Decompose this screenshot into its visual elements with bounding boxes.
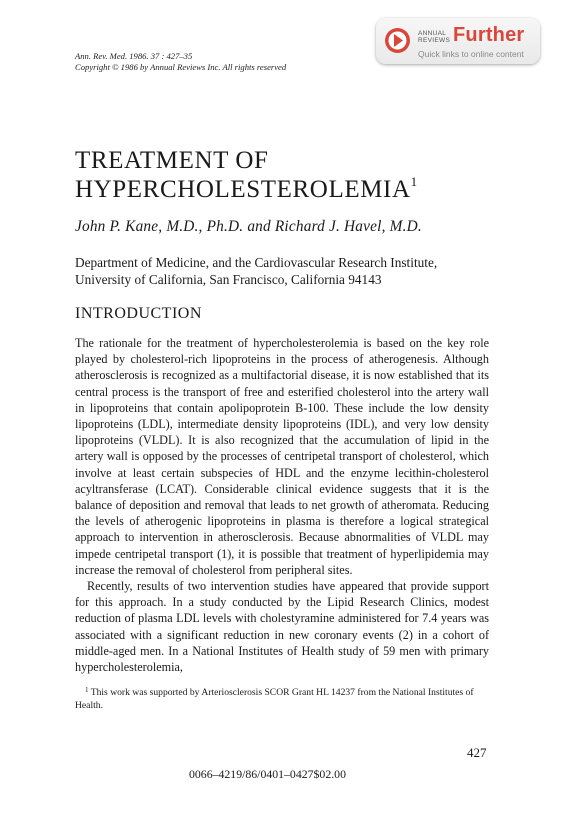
play-arrow-icon — [384, 27, 411, 54]
footnote-text: This work was supported by Arteriosclerosis SCOR Grant HL 14237 from the National Institutes of Health. — [75, 687, 474, 711]
footnote — [75, 686, 489, 712]
annual-reviews-label — [418, 30, 450, 44]
title-line-2: HYPERCHOLESTEROLEMIA — [75, 176, 411, 203]
further-label: Further — [453, 24, 525, 46]
body-paragraph-1: The rationale for the treatment of hypercholesterolemia is based on the key role played by cholesterol-rich lipoproteins in the process of atherogenesis. Although atherosclerosis is recognized as a multifactorial disease, it is now established that its central process is the transport of free and esterified cholesterol into the artery wall in lipoproteins that contain apolipoprotein B-100. These include the low density lipoproteins (LDL), intermediate density lipoproteins (IDL), and very low density lipoproteins (VLDL). It is also recognized that the accumulation of lipid in the artery wall is opposed by the processes of centripetal transport of cholesterol, which involve at least certain subspecies of HDL and the enzyme lecithin-cholesterol acyltransferase (LCAT). Considerable clinical evidence suggests that it is the balance of deposition and removal that leads to net growth of atheromata. Reducing the levels of atherogenic lipoproteins in plasma is therefore a logical strategical approach to intervention in atherosclerosis. Because abnormalities of VLDL may impede centripetal transport (1), it is possible that treatment of hyperlipidemia may increase the removal of cholesterol from peripheral sites. — [75, 336, 489, 577]
affiliation-line-2: University of California, San Francisco, California 94143 — [75, 272, 382, 287]
issn-code: 0066–4219/86/0401–0427$02.00 — [189, 767, 346, 781]
affiliation-line-1: Department of Medicine, and the Cardiovascular Research Institute, — [75, 255, 438, 270]
footnote-mark: 1 — [85, 686, 89, 694]
journal-citation — [75, 51, 286, 73]
title-footnote-mark: 1 — [410, 174, 418, 189]
section-heading-introduction: INTRODUCTION — [75, 305, 202, 322]
article-title — [75, 146, 418, 204]
annual-reviews-further-link[interactable] — [376, 18, 540, 64]
title-line-1: TREATMENT OF — [75, 147, 269, 174]
page-number: 427 — [467, 745, 487, 760]
author-affiliation — [75, 254, 437, 288]
citation-line-2: Copyright © 1986 by Annual Reviews Inc. All rights reserved — [75, 62, 287, 72]
body-paragraph-2: Recently, results of two intervention studies have appeared that provide support for this approach. In a study conducted by the Lipid Research Clinics, modest reduction of plasma LDL levels with cholestyramine administered for 7.4 years was associated with a significant reduction in new coronary events (2) in a cohort of middle-aged men. In a National Institutes of Health study of 59 men with primary hypercholesterolemia, — [75, 579, 489, 675]
citation-line-1: Ann. Rev. Med. 1986. 37 : 427–35 — [75, 51, 193, 61]
article-body — [75, 335, 489, 675]
annual-label: ANNUAL — [418, 30, 447, 37]
further-tagline: Quick links to online content — [418, 49, 524, 59]
article-authors: John P. Kane, M.D., Ph.D. and Richard J. Havel, M.D. — [75, 218, 422, 235]
reviews-label: REVIEWS — [418, 37, 451, 44]
